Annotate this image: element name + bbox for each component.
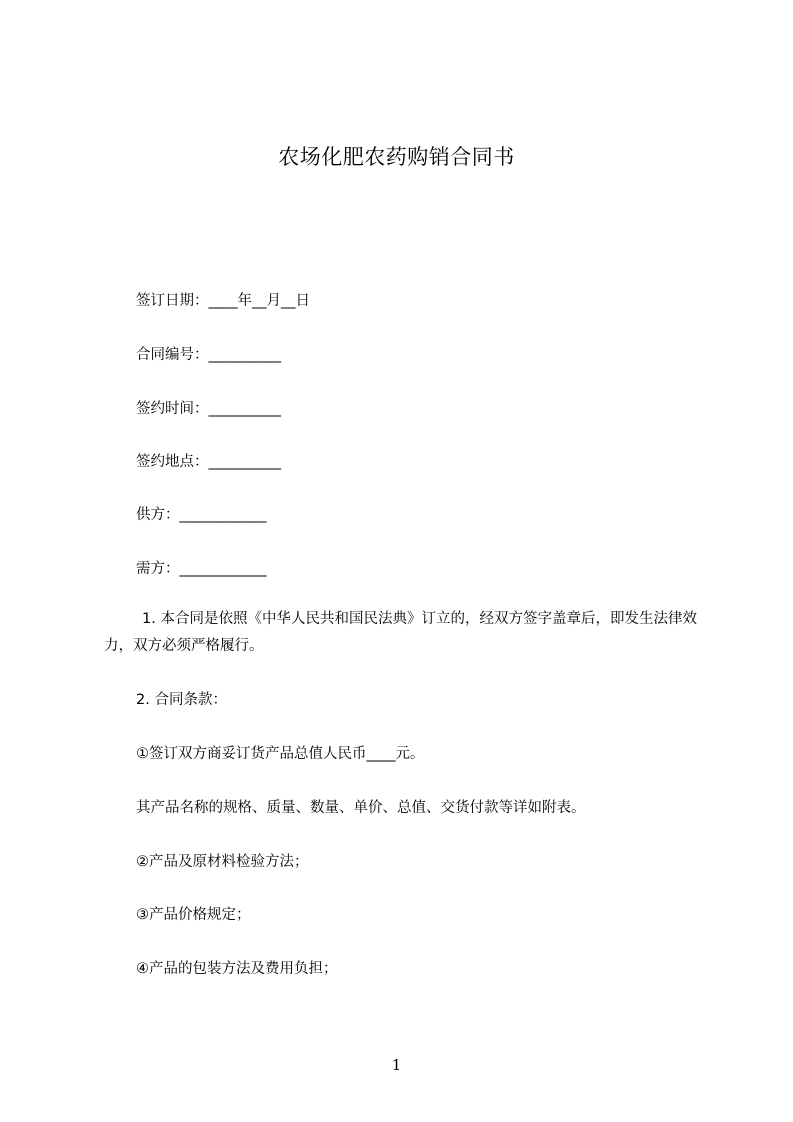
clause-1: [104, 606, 704, 660]
sign-place-field: 签约地点：__________: [136, 454, 281, 470]
clause-1-text: 1. 本合同是依照《中华人民共和国民法典》订立的，经双方签字盖章后，即发生法律效力，双方必须严格履行。: [104, 611, 697, 654]
buyer-field: 需方：____________: [136, 561, 267, 577]
sign-date-field: 签订日期：____年__月__日: [136, 293, 310, 309]
clause-2-item-1: ①签订双方商妥订货产品总值人民币____元。: [136, 746, 425, 762]
contract-number-field: 合同编号：__________: [136, 347, 281, 363]
clause-2-item-2: ②产品及原材料检验方法；: [136, 854, 309, 870]
clause-2-item-1-detail: 其产品名称的规格、质量、数量、单价、总值、交货付款等详如附表。: [136, 800, 586, 816]
document-title: 农场化肥农药购销合同书: [278, 145, 515, 169]
clause-2-item-3: ③产品价格规定；: [136, 907, 251, 923]
sign-time-field: 签约时间：__________: [136, 401, 281, 417]
supplier-field: 供方：____________: [136, 507, 267, 523]
clause-2-item-4: ④产品的包装方法及费用负担；: [136, 961, 338, 977]
page-number: 1: [391, 1056, 402, 1074]
clause-2-heading: 2. 合同条款：: [136, 692, 227, 708]
